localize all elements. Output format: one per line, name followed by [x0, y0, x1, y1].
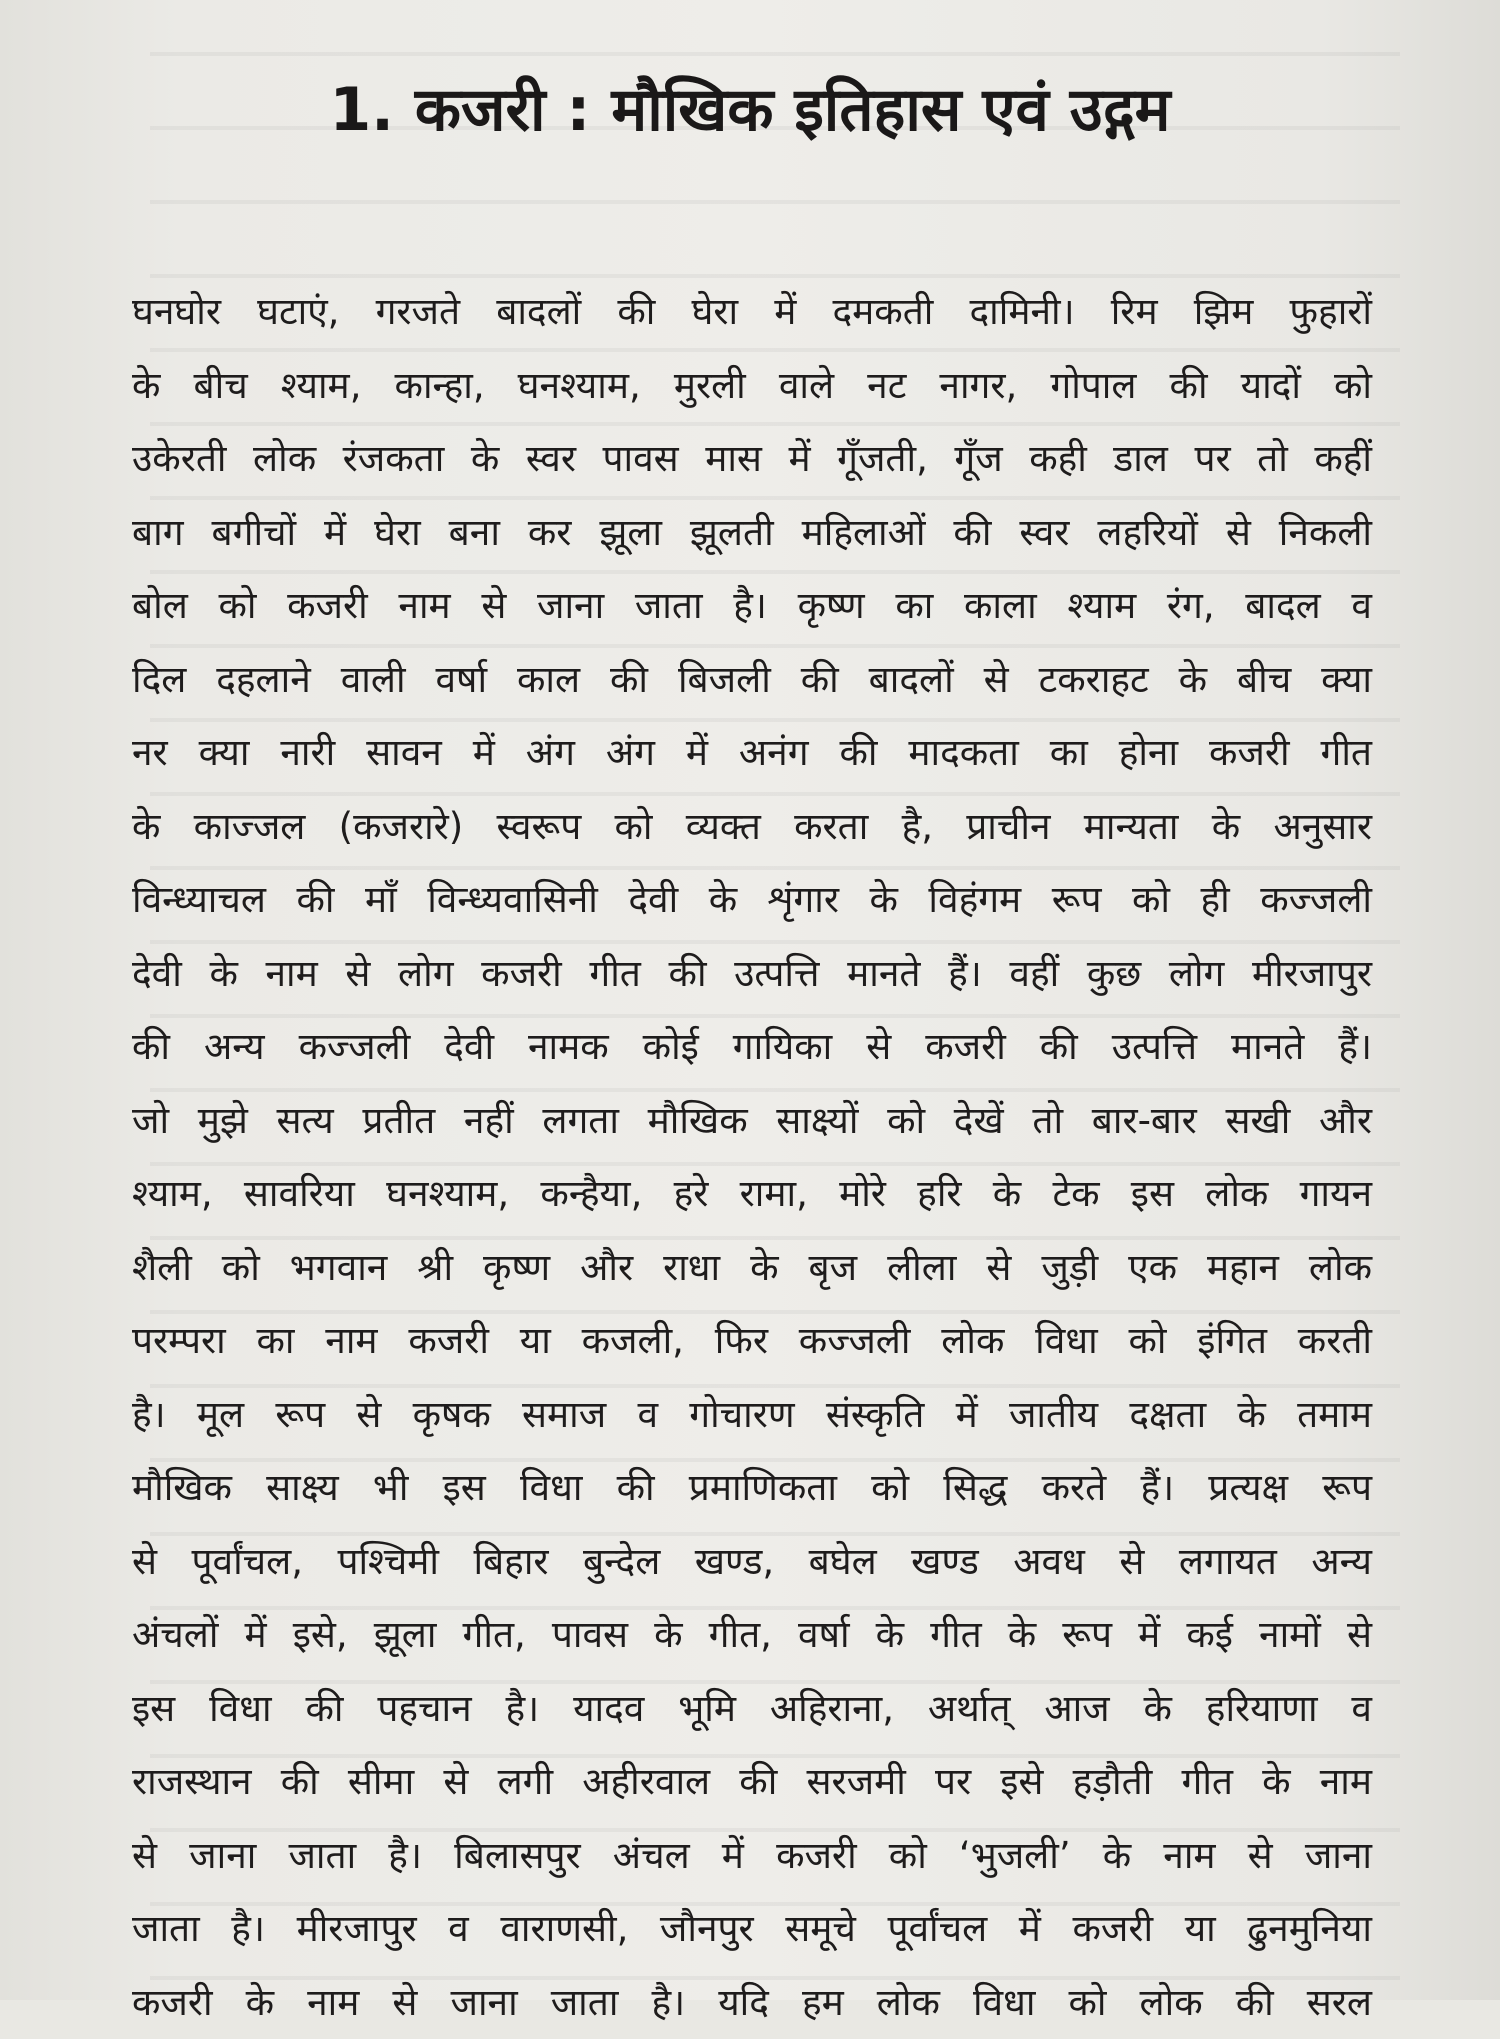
text-line: इस विधा की पहचान है। यादव भूमि अहिराना, अर्थात् आज के हरियाणा व: [132, 1672, 1372, 1746]
text-line: के बीच श्याम, कान्हा, घनश्याम, मुरली वाले नट नागर, गोपाल की यादों को: [132, 349, 1372, 423]
text-line: की अन्य कज्जली देवी नामक कोई गायिका से कजरी की उत्पत्ति मानते हैं।: [132, 1010, 1372, 1084]
text-line: शैली को भगवान श्री कृष्ण और राधा के बृज लीला से जुड़ी एक महान लोक: [132, 1231, 1372, 1305]
text-line: घनघोर घटाएं, गरजते बादलों की घेरा में दमकती दामिनी। रिम झिम फुहारों: [132, 275, 1372, 349]
text-line: के काज्जल (कजरारे) स्वरूप को व्यक्त करता है, प्राचीन मान्यता के अनुसार: [132, 790, 1372, 864]
text-line: बोल को कजरी नाम से जाना जाता है। कृष्ण का काला श्याम रंग, बादल व: [132, 569, 1372, 643]
chapter-title: 1. कजरी : मौखिक इतिहास एवं उद्गम: [130, 70, 1370, 150]
text-line: है। मूल रूप से कृषक समाज व गोचारण संस्कृति में जातीय दक्षता के तमाम: [132, 1378, 1372, 1452]
text-line: से पूर्वांचल, पश्चिमी बिहार बुन्देल खण्ड, बघेल खण्ड अवध से लगायत अन्य: [132, 1525, 1372, 1599]
text-line: विन्ध्याचल की माँ विन्ध्यवासिनी देवी के शृंगार के विहंगम रूप को ही कज्जली: [132, 863, 1372, 937]
text-line: से जाना जाता है। बिलासपुर अंचल में कजरी को ‘भुजली’ के नाम से जाना: [132, 1819, 1372, 1893]
text-line: मौखिक साक्ष्य भी इस विधा की प्रमाणिकता को सिद्ध करते हैं। प्रत्यक्ष रूप: [132, 1451, 1372, 1525]
text-line: उकेरती लोक रंजकता के स्वर पावस मास में गूँजती, गूँज कही डाल पर तो कहीं: [132, 422, 1372, 496]
text-line: देवी के नाम से लोग कजरी गीत की उत्पत्ति मानते हैं। वहीं कुछ लोग मीरजापुर: [132, 937, 1372, 1011]
text-line: नर क्या नारी सावन में अंग अंग में अनंग की मादकता का होना कजरी गीत: [132, 716, 1372, 790]
text-line: परम्परा का नाम कजरी या कजली, फिर कज्जली लोक विधा को इंगित करती: [132, 1304, 1372, 1378]
text-line: कजरी के नाम से जाना जाता है। यदि हम लोक विधा को लोक की सरल: [132, 1966, 1372, 2039]
text-line: अंचलों में इसे, झूला गीत, पावस के गीत, वर्षा के गीत के रूप में कई नामों से: [132, 1598, 1372, 1672]
text-line: जो मुझे सत्य प्रतीत नहीं लगता मौखिक साक्ष्यों को देखें तो बार-बार सखी और: [132, 1084, 1372, 1158]
text-line: श्याम, सावरिया घनश्याम, कन्हैया, हरे रामा, मोरे हरि के टेक इस लोक गायन: [132, 1157, 1372, 1231]
body-paragraph: [132, 275, 1372, 2039]
text-line: बाग बगीचों में घेरा बना कर झूला झूलती महिलाओं की स्वर लहरियों से निकली: [132, 496, 1372, 570]
text-line: राजस्थान की सीमा से लगी अहीरवाल की सरजमी पर इसे हड़ौती गीत के नाम: [132, 1745, 1372, 1819]
text-line: जाता है। मीरजापुर व वाराणसी, जौनपुर समूचे पूर्वांचल में कजरी या ढुनमुनिया: [132, 1892, 1372, 1966]
text-line: दिल दहलाने वाली वर्षा काल की बिजली की बादलों से टकराहट के बीच क्या: [132, 643, 1372, 717]
